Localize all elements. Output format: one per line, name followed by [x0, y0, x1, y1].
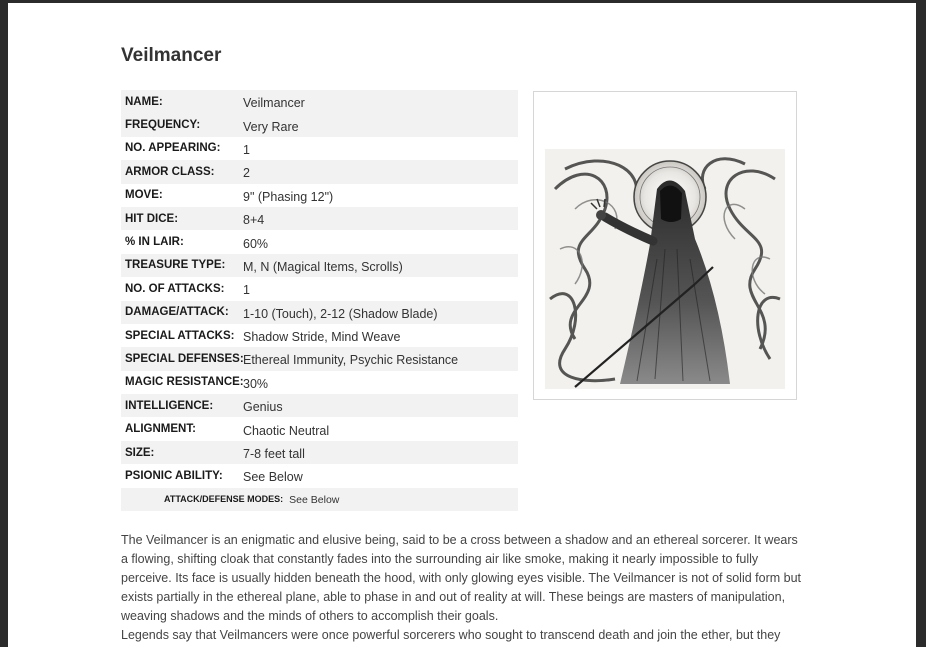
description-paragraph: The Veilmancer is an enigmatic and elusive being, said to be a cross between a shadow and an ethereal sorcerer. It wears a flowing, shifting cloak that constantly fades into the surrounding air like smoke, making it nearly impossible to fully perceive. Its face is usually hidden beneath the hood, with only glowing eyes visible. The Veilmancer is not of solid form but exists partially in the ethereal plane, able to phase in and out of reality at will. These beings are masters of manipulation, weaving shadows and the minds of others to accomplish their goals. — [121, 533, 802, 623]
stat-value: Chaotic Neutral — [243, 423, 330, 438]
stat-value: See Below — [243, 470, 303, 485]
stat-label: NO. OF ATTACKS: — [125, 282, 225, 295]
stat-row-no-appearing — [121, 137, 518, 160]
stat-label: TREASURE TYPE: — [125, 259, 226, 272]
stat-row-intelligence — [121, 394, 518, 417]
stat-row-alignment — [121, 417, 518, 440]
stat-label: SPECIAL ATTACKS: — [125, 329, 235, 342]
stat-value: 60% — [243, 236, 269, 251]
description-paragraph: Legends say that Veilmancers were once powerful sorcerers who sought to transcend death and join the ether, but they — [121, 628, 781, 642]
stat-label: FREQUENCY: — [125, 119, 201, 132]
description-text — [121, 531, 801, 645]
stat-value: 1 — [243, 283, 250, 298]
stat-value: 2 — [243, 166, 250, 181]
illustration-frame — [533, 91, 797, 400]
stat-row-move — [121, 184, 518, 207]
stat-value: See Below — [289, 494, 340, 507]
stat-value: 30% — [243, 376, 269, 391]
stat-row-damage-attack — [121, 301, 518, 324]
stat-value: 9" (Phasing 12") — [243, 189, 334, 204]
stat-label: HIT DICE: — [125, 212, 179, 225]
stat-value: 1-10 (Touch), 2-12 (Shadow Blade) — [243, 306, 438, 321]
stat-label: ARMOR CLASS: — [125, 165, 215, 178]
stat-row-treasure-type — [121, 254, 518, 277]
stat-label: MOVE: — [125, 189, 163, 202]
document-page — [8, 3, 916, 647]
stat-value: Shadow Stride, Mind Weave — [243, 330, 401, 345]
stat-value: M, N (Magical Items, Scrolls) — [243, 259, 403, 274]
stat-block — [121, 90, 518, 511]
stat-label: NAME: — [125, 95, 163, 108]
sorcerer-artwork — [545, 149, 785, 389]
stat-row-attack-defense-modes — [121, 488, 518, 511]
stat-label: SPECIAL DEFENSES: — [125, 352, 244, 365]
stat-label: % IN LAIR: — [125, 236, 184, 249]
stat-value: 1 — [243, 142, 250, 157]
stat-label: INTELLIGENCE: — [125, 399, 214, 412]
stat-label: ALIGNMENT: — [125, 423, 196, 436]
stat-row-magic-resistance — [121, 371, 518, 394]
stat-row-size — [121, 441, 518, 464]
stat-row-hit-dice — [121, 207, 518, 230]
stat-value: 8+4 — [243, 213, 265, 228]
stat-row-name — [121, 90, 518, 113]
stat-row-in-lair — [121, 230, 518, 253]
stat-value: Ethereal Immunity, Psychic Resistance — [243, 353, 459, 368]
stat-label: NO. APPEARING: — [125, 142, 221, 155]
page-title: Veilmancer — [121, 45, 222, 66]
stat-label: PSIONIC ABILITY: — [125, 469, 223, 482]
stat-row-special-attacks — [121, 324, 518, 347]
stat-value: 7-8 feet tall — [243, 447, 305, 462]
stat-label: DAMAGE/ATTACK: — [125, 306, 229, 319]
stat-label: ATTACK/DEFENSE MODES: — [164, 494, 284, 505]
stat-row-no-of-attacks — [121, 277, 518, 300]
hooded-sorcerer-illustration — [545, 149, 785, 389]
stat-label: MAGIC RESISTANCE: — [125, 376, 244, 389]
stat-value: Veilmancer — [243, 96, 305, 111]
stat-label: SIZE: — [125, 446, 155, 459]
stat-row-armor-class — [121, 160, 518, 183]
stat-value: Genius — [243, 400, 283, 415]
stat-row-special-defenses — [121, 347, 518, 370]
stat-value: Very Rare — [243, 119, 299, 134]
stat-row-psionic-ability — [121, 464, 518, 487]
stat-row-frequency — [121, 113, 518, 136]
